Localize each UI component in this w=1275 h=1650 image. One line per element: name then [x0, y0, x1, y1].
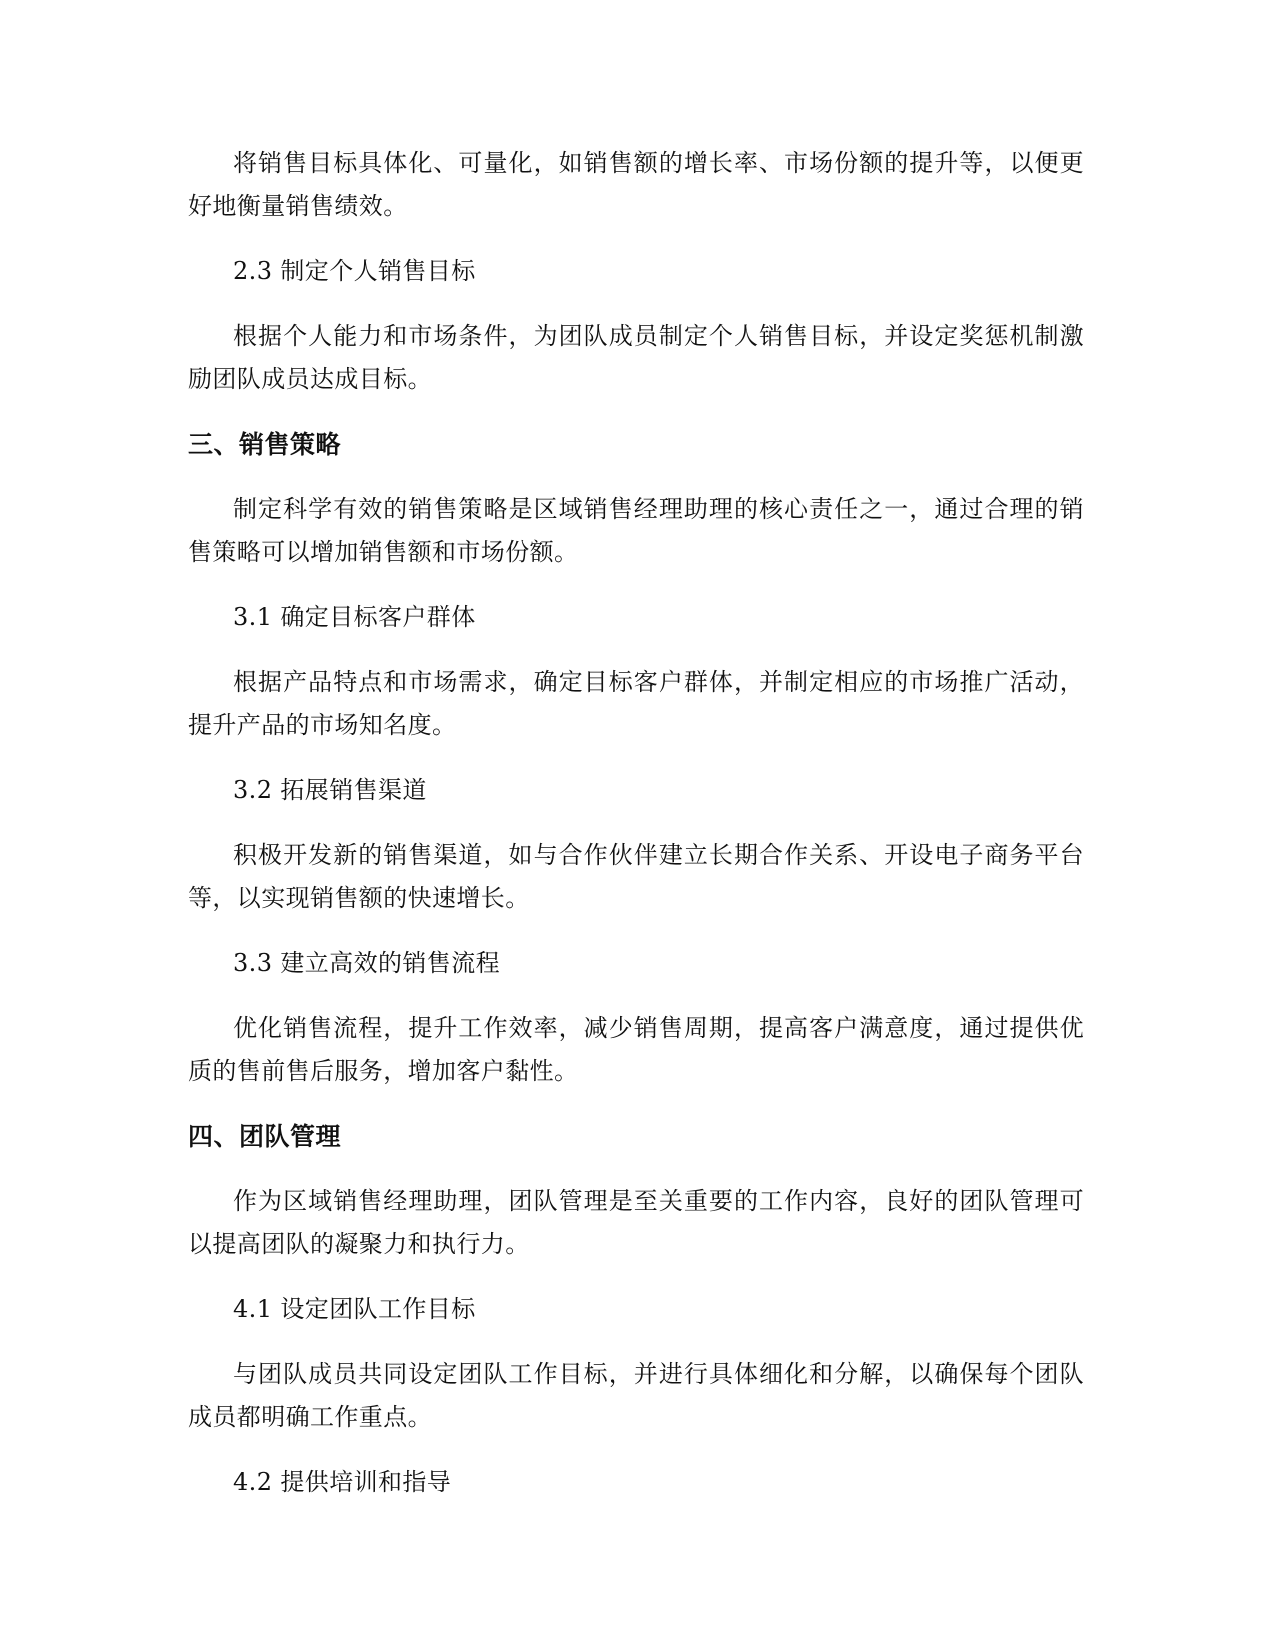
paragraph-team-management-intro: 作为区域销售经理助理，团队管理是至关重要的工作内容，良好的团队管理可以提高团队的凝聚力和执行力。 [188, 1187, 1084, 1258]
subheading-2-3: 2.3 制定个人销售目标 [233, 257, 476, 285]
paragraph-personal-targets: 根据个人能力和市场条件，为团队成员制定个人销售目标，并设定奖惩机制激励团队成员达成目标。 [188, 322, 1084, 393]
paragraph-sales-strategy-intro: 制定科学有效的销售策略是区域销售经理助理的核心责任之一，通过合理的销售策略可以增加销售额和市场份额。 [188, 495, 1084, 566]
subheading-4-1: 4.1 设定团队工作目标 [233, 1295, 476, 1323]
section-heading-3: 三、销售策略 [188, 430, 342, 459]
subheading-3-1: 3.1 确定目标客户群体 [233, 603, 476, 631]
subheading-3-2: 3.2 拓展销售渠道 [233, 776, 427, 804]
subheading-3-3: 3.3 建立高效的销售流程 [233, 949, 500, 977]
paragraph-team-goals: 与团队成员共同设定团队工作目标，并进行具体细化和分解，以确保每个团队成员都明确工作重点。 [188, 1360, 1084, 1431]
subheading-4-2: 4.2 提供培训和指导 [233, 1468, 452, 1496]
paragraph-target-customers: 根据产品特点和市场需求，确定目标客户群体，并制定相应的市场推广活动，提升产品的市场知名度。 [188, 668, 1084, 739]
document-content [188, 142, 1084, 1526]
section-heading-4: 四、团队管理 [188, 1122, 342, 1151]
paragraph-sales-channels: 积极开发新的销售渠道，如与合作伙伴建立长期合作关系、开设电子商务平台等，以实现销售额的快速增长。 [188, 841, 1084, 912]
paragraph-sales-process: 优化销售流程，提升工作效率，减少销售周期，提高客户满意度，通过提供优质的售前售后服务，增加客户黏性。 [188, 1014, 1084, 1085]
paragraph-quantify-targets: 将销售目标具体化、可量化，如销售额的增长率、市场份额的提升等，以便更好地衡量销售绩效。 [188, 149, 1084, 220]
